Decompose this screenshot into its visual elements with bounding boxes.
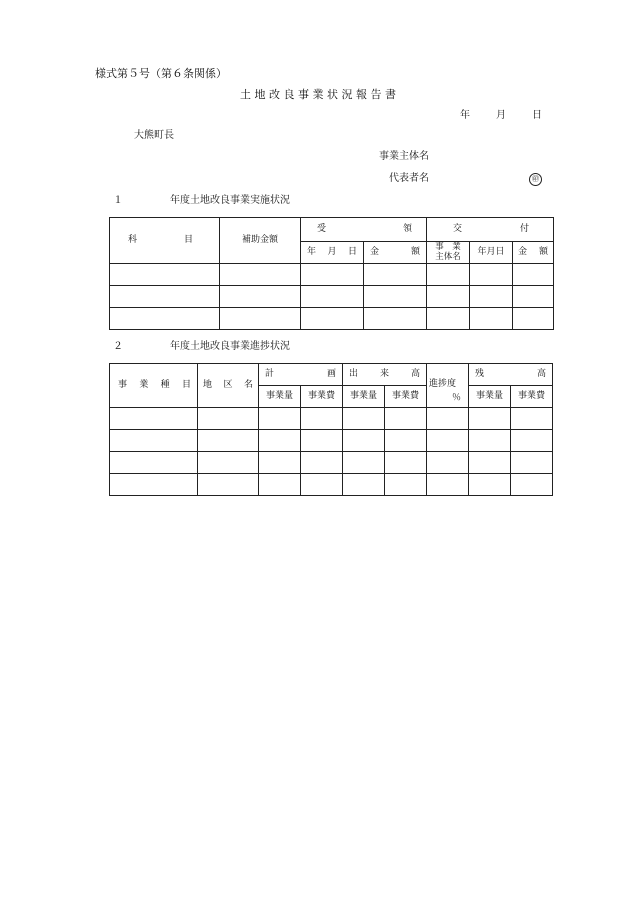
seal-icon: ㊞ xyxy=(529,173,542,186)
section1-number: １ xyxy=(113,195,123,206)
header-zandaka-hi: 事業費 xyxy=(511,386,553,408)
table-row xyxy=(110,286,554,308)
date-month: 月 xyxy=(496,110,506,121)
header-shumoku: 事 業 種 目 xyxy=(110,364,198,408)
table-row xyxy=(110,308,554,330)
entity-label: 事業主体名 xyxy=(379,151,429,162)
header-keikaku-hi: 事業費 xyxy=(301,386,343,408)
header-shincho: 進捗度 ％ xyxy=(427,364,469,408)
table-row xyxy=(110,474,553,496)
header-zandaka-ryo: 事業量 xyxy=(469,386,511,408)
section2-heading: 年度土地改良事業進捗状況 xyxy=(170,341,290,352)
page-title: 土 地 改 良 事 業 状 況 報 告 書 xyxy=(240,88,396,101)
header-keikaku: 計 画 xyxy=(259,364,343,386)
header-hojo: 補助金額 xyxy=(220,218,301,264)
table-row xyxy=(110,408,553,430)
header-jigyo-shutai: 事 業 主体名 xyxy=(427,242,470,264)
header-chiku: 地 区 名 xyxy=(198,364,259,408)
addressee: 大熊町長 xyxy=(134,130,174,141)
header-nengappi-spread: 年 月 日 xyxy=(301,242,364,264)
header-ukeryo: 受 領 xyxy=(301,218,427,242)
header-zandaka: 残 高 xyxy=(469,364,553,386)
header-keikaku-ryo: 事業量 xyxy=(259,386,301,408)
header-kamoku: 科 目 xyxy=(110,218,220,264)
header-dekidaka-hi: 事業費 xyxy=(385,386,427,408)
section2-number: ２ xyxy=(113,341,123,352)
header-dekidaka-ryo: 事業量 xyxy=(343,386,385,408)
table-row xyxy=(110,452,553,474)
header-dekidaka: 出 来 高 xyxy=(343,364,427,386)
table-row xyxy=(110,430,553,452)
header-kingaku-ukeryo: 金 額 xyxy=(364,242,427,264)
header-nengappi: 年月日 xyxy=(470,242,513,264)
representative-label: 代表者名 xyxy=(389,173,429,184)
date-year: 年 xyxy=(460,110,470,121)
progress-table xyxy=(109,363,553,496)
form-number: 様式第５号（第６条関係） xyxy=(95,67,227,80)
header-kofu: 交 付 xyxy=(427,218,554,242)
date-day: 日 xyxy=(532,110,542,121)
header-kingaku-kofu: 金 額 xyxy=(513,242,554,264)
table-row xyxy=(110,264,554,286)
implementation-table xyxy=(109,217,554,330)
section1-heading: 年度土地改良事業実施状況 xyxy=(170,195,290,206)
